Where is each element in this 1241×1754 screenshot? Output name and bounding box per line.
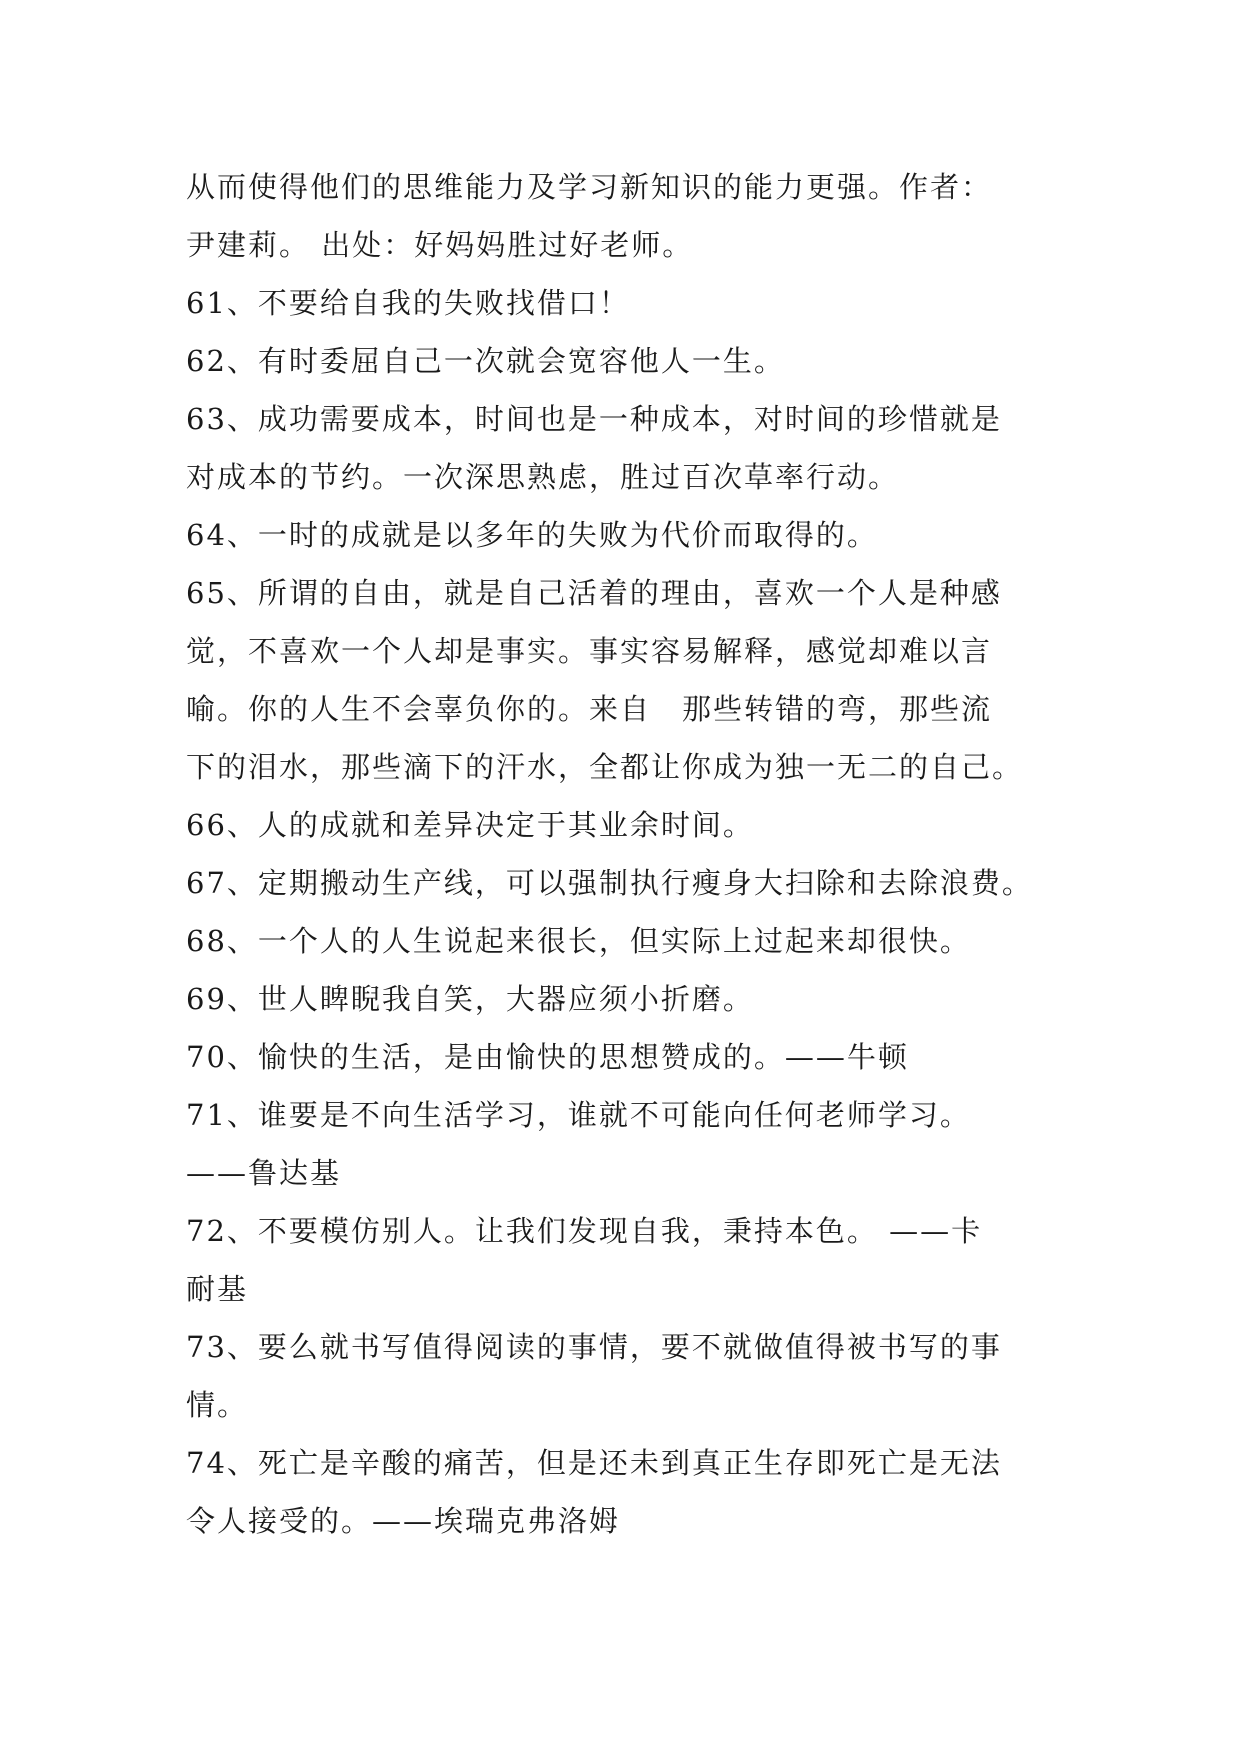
text-line: 68、一个人的人生说起来很长，但实际上过起来却很快。 (186, 924, 971, 958)
text-line: 情。 (186, 1388, 249, 1422)
document-body (186, 158, 1066, 1550)
text-line: 73、要么就书写值得阅读的事情，要不就做值得被书写的事 (186, 1330, 1002, 1364)
text-line: 61、不要给自我的失败找借口！ (186, 286, 630, 320)
text-line: ——鲁达基 (186, 1156, 342, 1190)
text-line: 64、一时的成就是以多年的失败为代价而取得的。 (186, 518, 878, 552)
text-line: 对成本的节约。一次深思熟虑，胜过百次草率行动。 (186, 460, 900, 494)
text-line: 66、人的成就和差异决定于其业余时间。 (186, 808, 754, 842)
text-line: 74、死亡是辛酸的痛苦，但是还未到真正生存即死亡是无法 (186, 1446, 1002, 1480)
text-line: 70、愉快的生活，是由愉快的思想赞成的。——牛顿 (186, 1040, 909, 1074)
text-line: 尹建莉。 出处：好妈妈胜过好老师。 (186, 228, 694, 262)
text-line: 69、世人睥睨我自笑，大器应须小折磨。 (186, 982, 754, 1016)
text-line: 耐基 (186, 1272, 249, 1306)
text-line: 令人接受的。——埃瑞克弗洛姆 (186, 1504, 621, 1538)
text-line: 喻。你的人生不会辜负你的。来自 那些转错的弯，那些流 (186, 692, 993, 726)
text-line: 62、有时委屈自己一次就会宽容他人一生。 (186, 344, 785, 378)
text-line: 71、谁要是不向生活学习，谁就不可能向任何老师学习。 (186, 1098, 971, 1132)
text-line: 从而使得他们的思维能力及学习新知识的能力更强。作者： (186, 170, 993, 204)
text-line: 下的泪水，那些滴下的汗水，全都让你成为独一无二的自己。 (186, 750, 1024, 784)
text-line: 65、所谓的自由，就是自己活着的理由，喜欢一个人是种感 (186, 576, 1002, 610)
text-line: 72、不要模仿别人。让我们发现自我，秉持本色。 ——卡 (186, 1214, 983, 1248)
text-line: 63、成功需要成本，时间也是一种成本，对时间的珍惜就是 (186, 402, 1002, 436)
text-line: 觉，不喜欢一个人却是事实。事实容易解释，感觉却难以言 (186, 634, 993, 668)
text-line: 67、定期搬动生产线，可以强制执行瘦身大扫除和去除浪费。 (186, 866, 1033, 900)
